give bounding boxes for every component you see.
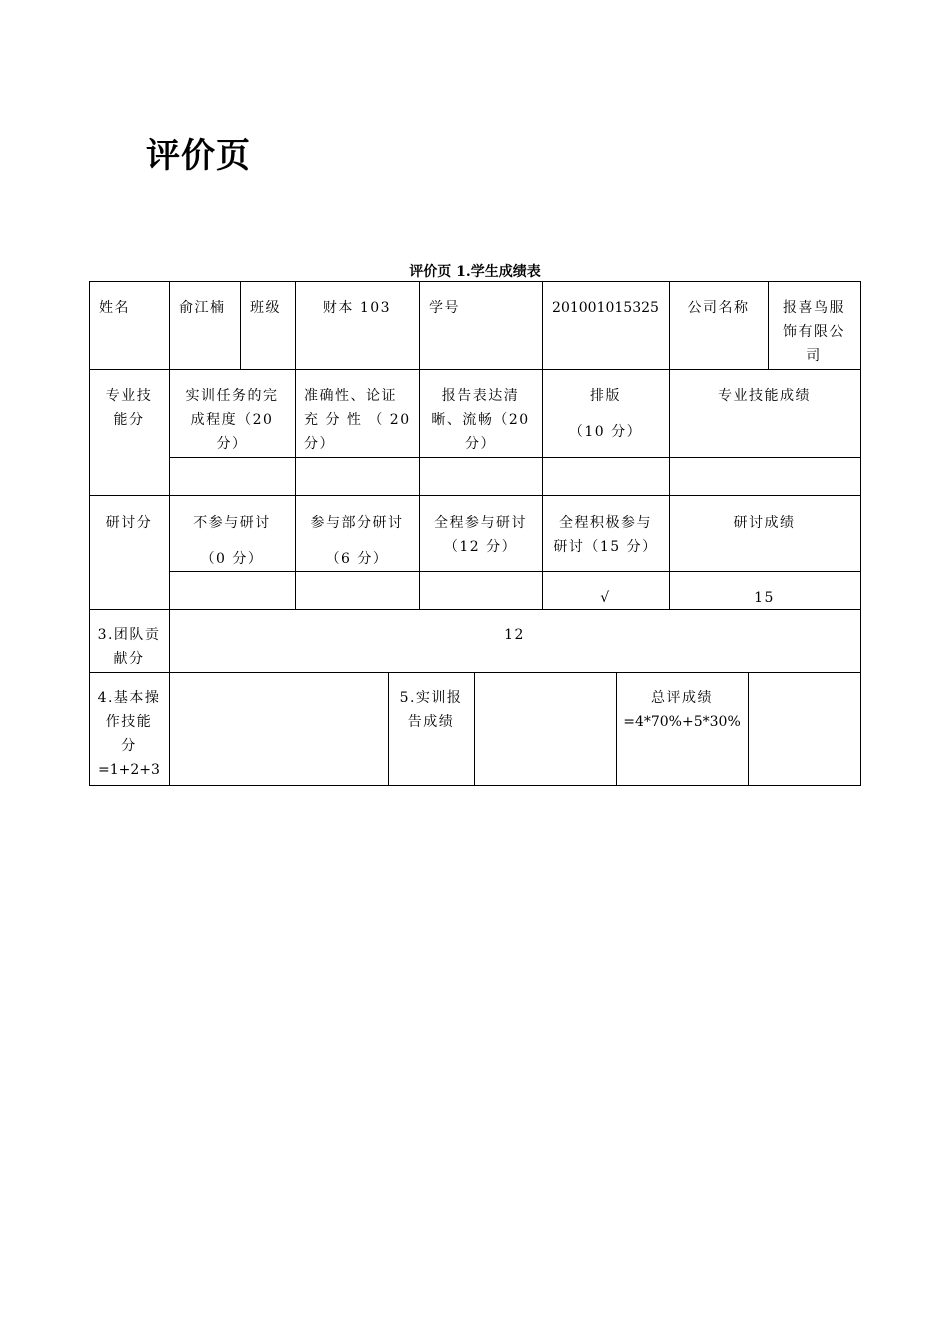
table-rule (169, 457, 861, 458)
overall-label-line: 总评成绩 (651, 690, 713, 706)
criterion-completion (169, 384, 295, 456)
overall-label-line: =4*70%+5*30% (623, 714, 741, 730)
table-rule (89, 369, 861, 370)
team-score: 12 (504, 627, 525, 643)
report-label-line: 告成绩 (407, 714, 455, 730)
criterion-line: 成程度（20 (190, 412, 274, 428)
criterion-accuracy (295, 384, 419, 456)
report-score-label (388, 686, 474, 734)
option-line: 全程参与研讨 (434, 515, 527, 531)
company-label: 公司名称 (687, 300, 750, 316)
skill-section-label (89, 384, 169, 432)
table-rule (169, 571, 861, 572)
criterion-line: 充 分 性 （ 20 (304, 412, 411, 428)
discussion-option-none (169, 511, 295, 571)
team-label-line: 3.团队贡 (97, 627, 161, 643)
company-value-line: 饰有限公 (783, 324, 845, 340)
table-rule (89, 281, 861, 282)
company-value (768, 296, 860, 368)
table-rule (669, 281, 670, 609)
table-rule (89, 495, 861, 496)
option-line: 全程积极参与 (559, 515, 652, 531)
report-label-line: 5.实训报 (399, 690, 463, 706)
name-label: 姓名 (99, 300, 130, 316)
criterion-line: 分） (465, 436, 496, 452)
table-rule (89, 672, 861, 673)
criterion-layout (542, 384, 669, 444)
table-rule (89, 785, 861, 786)
student-id-value: 201001015325 (552, 300, 659, 316)
basic-label-line: 作技能 (105, 714, 153, 730)
basic-skill-label (89, 686, 169, 782)
table-rule (860, 281, 861, 786)
criterion-line: 实训任务的完 (185, 388, 279, 404)
class-value: 财本 103 (322, 300, 392, 316)
discussion-score: 15 (754, 590, 775, 606)
criterion-line: 报告表达清 (441, 388, 520, 404)
skill-label-line: 专业技 (105, 388, 153, 404)
table-rule (748, 672, 749, 785)
skill-label-line: 能分 (113, 412, 145, 428)
student-id-label: 学号 (429, 300, 460, 316)
option-line: （0 分） (200, 551, 264, 567)
option-line: （6 分） (325, 551, 389, 567)
discussion-section-label: 研讨分 (105, 515, 153, 531)
discussion-option-full (419, 511, 542, 559)
overall-score-label (616, 686, 748, 734)
table-rule (240, 281, 241, 369)
skill-total-label: 专业技能成绩 (718, 388, 811, 404)
basic-label-line: =1+2+3 (98, 762, 160, 778)
table-caption: 评价页 1.学生成绩表 (409, 264, 541, 280)
option-line: （12 分） (443, 539, 518, 555)
option-line: 不参与研讨 (193, 515, 271, 531)
name-value: 俞江楠 (179, 300, 226, 316)
company-value-line: 报喜鸟服 (783, 300, 845, 316)
team-section-label (89, 623, 169, 671)
basic-label-line: 4.基本操 (97, 690, 161, 706)
option-line: 参与部分研讨 (310, 515, 404, 531)
team-label-line: 献分 (113, 651, 145, 667)
criterion-line: 晰、流畅（20 (431, 412, 530, 428)
option-line: 研讨（15 分） (553, 539, 658, 555)
basic-label-line: 分 (121, 738, 137, 754)
company-value-line: 司 (806, 348, 822, 364)
table-rule (474, 672, 475, 785)
criterion-line: 准确性、论证 (304, 388, 397, 404)
class-label: 班级 (250, 300, 281, 316)
criterion-line: 排版 (590, 388, 621, 404)
discussion-option-partial (295, 511, 419, 571)
discussion-option-active (542, 511, 669, 559)
table-rule (542, 281, 543, 609)
discussion-total-label: 研讨成绩 (733, 515, 796, 531)
criterion-line: 分） (304, 436, 335, 452)
criterion-line: 分） (216, 436, 248, 452)
page-title: 评价页 (146, 136, 251, 176)
criterion-expression (419, 384, 542, 456)
discussion-check-mark: √ (600, 590, 611, 606)
criterion-line: （10 分） (568, 424, 643, 440)
